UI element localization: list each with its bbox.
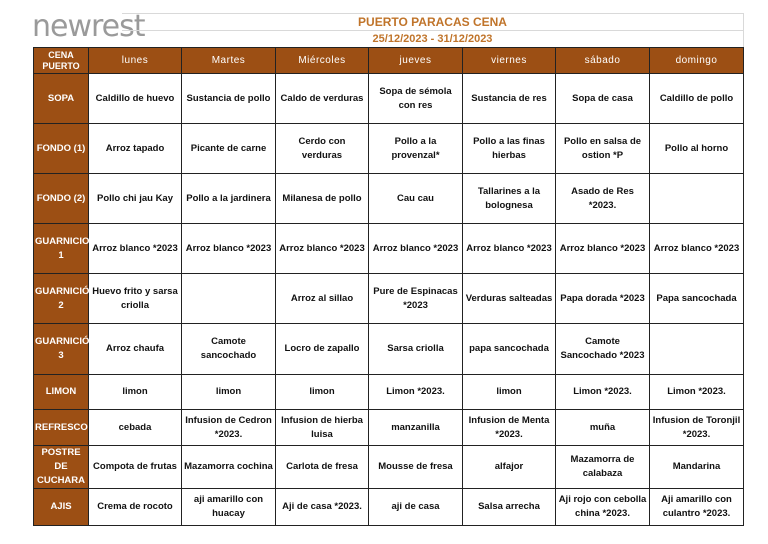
menu-cell: Sustancia de res: [463, 74, 556, 124]
menu-cell: Salsa arrecha: [463, 489, 556, 526]
menu-cell: Pollo a la jardinera: [182, 174, 276, 224]
menu-cell: Sustancia de pollo: [182, 74, 276, 124]
menu-cell: Limon *2023.: [556, 375, 650, 410]
menu-cell: Infusion de Toronjil *2023.: [650, 410, 744, 446]
menu-cell: limon: [182, 375, 276, 410]
menu-cell: muña: [556, 410, 650, 446]
menu-cell: Papa sancochada: [650, 274, 744, 324]
menu-cell: limon: [463, 375, 556, 410]
menu-cell: [650, 324, 744, 375]
menu-cell: Cerdo con verduras: [276, 124, 369, 174]
row-label: GUARNICIÓN 3: [34, 324, 89, 375]
day-header-domingo: domingo: [650, 48, 744, 74]
menu-cell: Infusion de Menta *2023.: [463, 410, 556, 446]
day-header-miercoles: Miércoles: [276, 48, 369, 74]
menu-cell: Arroz blanco *2023: [276, 224, 369, 274]
row-label: POSTRE DE CUCHARA: [34, 446, 89, 489]
menu-cell: Arroz al sillao: [276, 274, 369, 324]
row-postre: [34, 446, 744, 489]
menu-cell: manzanilla: [369, 410, 463, 446]
menu-cell: Arroz blanco *2023: [89, 224, 182, 274]
menu-cell: Picante de carne: [182, 124, 276, 174]
menu-cell: Huevo frito y sarsa criolla: [89, 274, 182, 324]
menu-cell: Caldo de verduras: [276, 74, 369, 124]
menu-cell: Arroz blanco *2023: [650, 224, 744, 274]
menu-cell: Locro de zapallo: [276, 324, 369, 375]
menu-cell: limon: [276, 375, 369, 410]
row-label: LIMON: [34, 375, 89, 410]
menu-cell: [650, 174, 744, 224]
newrest-logo: newrest: [32, 9, 145, 44]
title-block: [122, 13, 744, 48]
day-header-sabado: sábado: [556, 48, 650, 74]
menu-cell: Carlota de fresa: [276, 446, 369, 489]
menu-cell: Caldillo de pollo: [650, 74, 744, 124]
menu-cell: Pure de Espinacas *2023: [369, 274, 463, 324]
menu-cell: cebada: [89, 410, 182, 446]
menu-cell: limon: [89, 375, 182, 410]
day-header-viernes: viernes: [463, 48, 556, 74]
menu-cell: Asado de Res *2023.: [556, 174, 650, 224]
row-ajis: [34, 489, 744, 526]
menu-cell: Camote sancochado: [182, 324, 276, 375]
menu-cell: Aji amarillo con culantro *2023.: [650, 489, 744, 526]
menu-cell: Aji rojo con cebolla china *2023.: [556, 489, 650, 526]
day-header-lunes: lunes: [89, 48, 182, 74]
menu-cell: Pollo a la provenzal*: [369, 124, 463, 174]
menu-cell: Compota de frutas: [89, 446, 182, 489]
row-label: AJIS: [34, 489, 89, 526]
menu-cell: Pollo en salsa de ostion *P: [556, 124, 650, 174]
row-label: GUARNICIÓN 2: [34, 274, 89, 324]
row-limon: [34, 375, 744, 410]
menu-cell: Caldillo de huevo: [89, 74, 182, 124]
menu-cell: Mazamorra cochina: [182, 446, 276, 489]
menu-cell: Milanesa de pollo: [276, 174, 369, 224]
row-label: FONDO (2): [34, 174, 89, 224]
row-guarnicion-1: [34, 224, 744, 274]
menu-cell: Verduras salteadas: [463, 274, 556, 324]
menu-cell: Aji de casa *2023.: [276, 489, 369, 526]
menu-cell: Camote Sancochado *2023: [556, 324, 650, 375]
corner-label: CENA PUERTO: [34, 48, 89, 74]
menu-cell: Sopa de sémola con res: [369, 74, 463, 124]
menu-cell: Arroz blanco *2023: [182, 224, 276, 274]
day-header-martes: Martes: [182, 48, 276, 74]
menu-cell: aji de casa: [369, 489, 463, 526]
menu-cell: Sopa de casa: [556, 74, 650, 124]
menu-cell: Infusion de Cedron *2023.: [182, 410, 276, 446]
menu-table: [33, 47, 744, 526]
menu-cell: Infusion de hierba luisa: [276, 410, 369, 446]
menu-cell: Tallarines a la bolognesa: [463, 174, 556, 224]
menu-cell: papa sancochada: [463, 324, 556, 375]
header-row: [34, 48, 744, 74]
menu-cell: Arroz blanco *2023: [556, 224, 650, 274]
menu-cell: Arroz blanco *2023: [369, 224, 463, 274]
menu-cell: Mandarina: [650, 446, 744, 489]
menu-cell: Crema de rocoto: [89, 489, 182, 526]
row-label: REFRESCO: [34, 410, 89, 446]
menu-cell: Limon *2023.: [650, 375, 744, 410]
row-label: FONDO (1): [34, 124, 89, 174]
menu-cell: Pollo chi jau Kay: [89, 174, 182, 224]
menu-cell: Sarsa criolla: [369, 324, 463, 375]
row-sopa: [34, 74, 744, 124]
row-fondo-2: [34, 174, 744, 224]
menu-cell: Mousse de fresa: [369, 446, 463, 489]
menu-cell: Arroz tapado: [89, 124, 182, 174]
row-fondo-1: [34, 124, 744, 174]
row-guarnicion-2: [34, 274, 744, 324]
date-range: 25/12/2023 - 31/12/2023: [122, 31, 743, 48]
menu-cell: Arroz chaufa: [89, 324, 182, 375]
menu-cell: Arroz blanco *2023: [463, 224, 556, 274]
menu-cell: Papa dorada *2023: [556, 274, 650, 324]
menu-title: PUERTO PARACAS CENA: [122, 14, 743, 31]
menu-cell: Pollo a las finas hierbas: [463, 124, 556, 174]
row-refresco: [34, 410, 744, 446]
menu-cell: Mazamorra de calabaza: [556, 446, 650, 489]
menu-cell: aji amarillo con huacay: [182, 489, 276, 526]
menu-cell: Limon *2023.: [369, 375, 463, 410]
row-label: SOPA: [34, 74, 89, 124]
row-label: GUARNICION 1: [34, 224, 89, 274]
row-guarnicion-3: [34, 324, 744, 375]
menu-cell: [182, 274, 276, 324]
menu-cell: Pollo al horno: [650, 124, 744, 174]
menu-cell: Cau cau: [369, 174, 463, 224]
menu-cell: alfajor: [463, 446, 556, 489]
day-header-jueves: jueves: [369, 48, 463, 74]
